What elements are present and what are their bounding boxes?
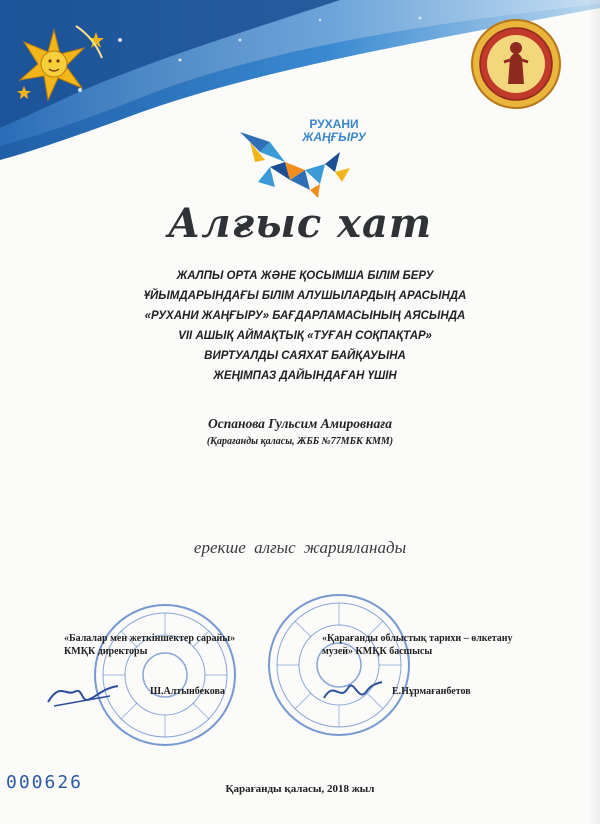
serial-number: 000626 [6,772,84,793]
program-logo-text [284,118,384,144]
place-date: Қарағанды қаласы, 2018 жыл [225,783,375,795]
left-signatory-title [64,632,235,658]
left-handwritten-signature [40,662,130,722]
program-logo-line2: ЖАҢҒЫРУ [302,130,366,144]
certificate-body [60,266,550,386]
right-signatory-name: Е.Нұрмағанбетов [392,686,471,697]
right-signatory-title [322,632,513,658]
body-line: VII АШЫҚ АЙМАҚТЫҚ «ТУҒАН СОҚПАҚТАР» [178,330,432,342]
certificate-title: Алғыс хат [167,200,433,247]
program-logo-line1: РУХАНИ [309,117,359,131]
right-signatory-title-line2: музей» КМҚК басшысы [322,646,433,657]
announcement: ерекше алғыс жарияланады [193,538,407,557]
right-handwritten-signature [318,662,388,712]
sun-star-emblem-icon [14,18,114,108]
right-signatory-title-line1: «Қарағанды облыстық тарихи – өлкетану [322,633,513,644]
museum-medallion-icon [470,18,562,110]
body-line: ВИРТУАЛДЫ САЯХАТ БАЙҚАУЫНА [204,350,406,362]
body-line: ЖАЛПЫ ОРТА ЖӘНЕ ҚОСЫМША БІЛІМ БЕРУ [176,270,434,282]
left-signatory-title-line1: «Балалар мен жеткіншектер сарайы» [64,633,236,644]
left-signatory-name: Ш.Алтынбекова [150,686,225,697]
body-line: ҰЙЫМДАРЫНДАҒЫ БІЛІМ АЛУШЫЛАРДЫҢ АРАСЫНДА [143,290,467,302]
recipient-name: Оспанова Гульсим Амировнаға [207,416,392,431]
body-line: «РУХАНИ ЖАҢҒЫРУ» БАҒДАРЛАМАСЫНЫҢ АЯСЫНДА [144,310,466,322]
body-line: ЖЕҢІМПАЗ ДАЙЫНДАҒАН ҮШІН [213,370,397,382]
recipient-org: (Қарағанды қаласы, ЖББ №77МБК КММ) [206,436,394,447]
left-signatory-title-line2: КМҚК директоры [64,646,148,657]
scan-edge-shadow [588,0,600,824]
